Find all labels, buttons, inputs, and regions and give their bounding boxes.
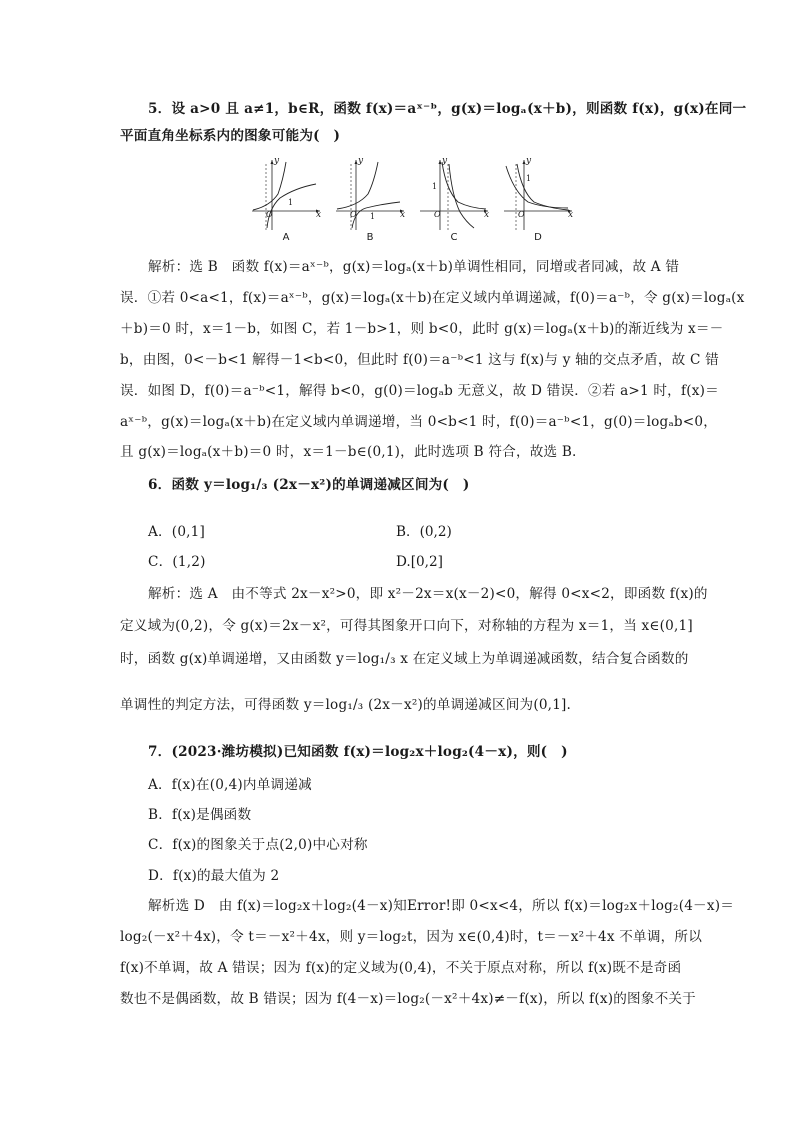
problem-6-solution-line: 单调性的判定方法，可得函数 y＝log₁/₃ (2x－x²)的单调递减区间为(0,1]. bbox=[120, 697, 572, 713]
graph-a-y-label: y bbox=[274, 156, 280, 166]
graph-b-origin: O bbox=[350, 210, 357, 219]
problem-7-stem: 7．(2023·潍坊模拟)已知函数 f(x)＝log₂x＋log₂(4－x)，则( ) bbox=[148, 744, 568, 760]
graph-b bbox=[334, 156, 406, 248]
graph-d-figure bbox=[502, 156, 574, 232]
graph-d bbox=[502, 156, 574, 248]
problem-6-option-d: D.[0,2] bbox=[396, 554, 443, 570]
problem-7-solution-line: 解析选 D 由 f(x)＝log₂x＋log₂(4－x)知Error!即 0<x<4，所以 f(x)＝log₂x＋log₂(4－x)＝ bbox=[148, 898, 735, 914]
problem-7-option-b: B．f(x)是偶函数 bbox=[148, 807, 252, 823]
problem-6-option-c: C．(1,2) bbox=[148, 554, 206, 570]
problem-5-solution-line: 误．如图 D，f(0)＝a⁻ᵇ<1，解得 b<0，g(0)＝logₐb 无意义，故 D 错误．②若 a>1 时，f(x)＝ bbox=[120, 383, 719, 399]
problem-5-solution-line: 且 g(x)＝logₐ(x＋b)＝0 时，x＝1－b∈(0,1)，此时选项 B 符合，故选 B. bbox=[120, 444, 577, 460]
graph-c bbox=[418, 156, 490, 248]
problem-5-graphs bbox=[250, 156, 580, 248]
graph-a bbox=[250, 156, 322, 248]
problem-7-option-a: A．f(x)在(0,4)内单调递减 bbox=[148, 777, 312, 793]
problem-6-solution-line: 时，函数 g(x)单调递增，又由函数 y＝log₁/₃ x 在定义域上为单调递减函数，结合复合函数的 bbox=[120, 651, 689, 667]
problem-6-option-b: B．(0,2) bbox=[396, 524, 452, 540]
graph-a-label: A bbox=[282, 232, 290, 243]
graph-b-label: B bbox=[366, 232, 374, 243]
graph-b-y-label: y bbox=[358, 156, 364, 166]
problem-7-solution-line: f(x)不单调，故 A 错误；因为 f(x)的定义域为(0,4)，不关于原点对称，所以 f(x)既不是奇函 bbox=[120, 960, 682, 976]
graph-a-origin: O bbox=[266, 210, 273, 219]
graph-b-tick: 1 bbox=[370, 212, 376, 221]
problem-7-solution-line: 数也不是偶函数，故 B 错误；因为 f(4－x)＝log₂(－x²＋4x)≠－f(x)，所以 f(x)的图象不关于 bbox=[120, 991, 696, 1007]
graph-c-y-label: y bbox=[442, 156, 448, 166]
graph-d-x-label: x bbox=[568, 210, 574, 220]
graph-c-figure bbox=[418, 156, 490, 232]
problem-5-solution-line: ＋b)＝0 时，x＝1－b，如图 C，若 1－b>1，则 b<0，此时 g(x)＝logₐ(x＋b)的渐近线为 x＝－ bbox=[120, 321, 724, 337]
problem-5-solution-line: b，由图，0<－b<1 解得－1<b<0，但此时 f(0)＝a⁻ᵇ<1 这与 f(x)与 y 轴的交点矛盾，故 C 错 bbox=[120, 352, 719, 368]
problem-6-solution-line: 定义域为(0,2)，令 g(x)＝2x－x²，可得其图象开口向下，对称轴的方程为 x＝1，当 x∈(0,1] bbox=[120, 618, 693, 634]
graph-c-label: C bbox=[450, 232, 458, 243]
problem-5-stem-line2: 平面直角坐标系内的图象可能为( ) bbox=[120, 128, 341, 144]
graph-c-tick: 1 bbox=[432, 182, 438, 191]
graph-d-origin: O bbox=[518, 210, 525, 219]
graph-d-tick: 1 bbox=[526, 174, 532, 183]
problem-7-option-c: C．f(x)的图象关于点(2,0)中心对称 bbox=[148, 837, 368, 853]
graph-b-x-label: x bbox=[400, 210, 406, 220]
problem-6-solution-line: 解析：选 A 由不等式 2x－x²>0，即 x²－2x＝x(x－2)<0，解得 0<x<2，即函数 f(x)的 bbox=[148, 586, 708, 602]
problem-5-solution-line: 误．①若 0<a<1，f(x)＝aˣ⁻ᵇ，g(x)＝logₐ(x＋b)在定义域内单调递减，f(0)＝a⁻ᵇ，令 g(x)＝logₐ(x bbox=[120, 290, 745, 306]
problem-5-stem-line1: 5．设 a>0 且 a≠1，b∈R，函数 f(x)＝aˣ⁻ᵇ，g(x)＝logₐ(x＋b)，则函数 f(x)，g(x)在同一 bbox=[148, 101, 747, 117]
graph-d-label: D bbox=[534, 232, 542, 243]
graph-c-origin: O bbox=[434, 210, 441, 219]
graph-c-x-label: x bbox=[484, 210, 490, 220]
problem-5-solution-line: 解析：选 B 函数 f(x)＝aˣ⁻ᵇ，g(x)＝logₐ(x＋b)单调性相同，同增或者同减，故 A 错 bbox=[148, 259, 680, 275]
problem-6-stem: 6．函数 y＝log₁/₃ (2x－x²)的单调递减区间为( ) bbox=[148, 477, 470, 493]
graph-a-x-label: x bbox=[316, 210, 322, 220]
graph-d-y-label: y bbox=[526, 156, 532, 166]
graph-a-tick: 1 bbox=[288, 198, 294, 207]
problem-7-solution-line: log₂(－x²＋4x)，令 t＝－x²＋4x，则 y＝log₂t，因为 x∈(0,4)时，t＝－x²＋4x 不单调，所以 bbox=[120, 929, 703, 945]
graph-a-figure bbox=[250, 156, 322, 232]
problem-5-solution-line: aˣ⁻ᵇ，g(x)＝logₐ(x＋b)在定义域内单调递增，当 0<b<1 时，f(0)＝a⁻ᵇ<1，g(0)＝logₐb<0， bbox=[120, 414, 718, 430]
problem-6-option-a: A．(0,1] bbox=[148, 524, 206, 540]
problem-7-option-d: D．f(x)的最大值为 2 bbox=[148, 868, 280, 884]
